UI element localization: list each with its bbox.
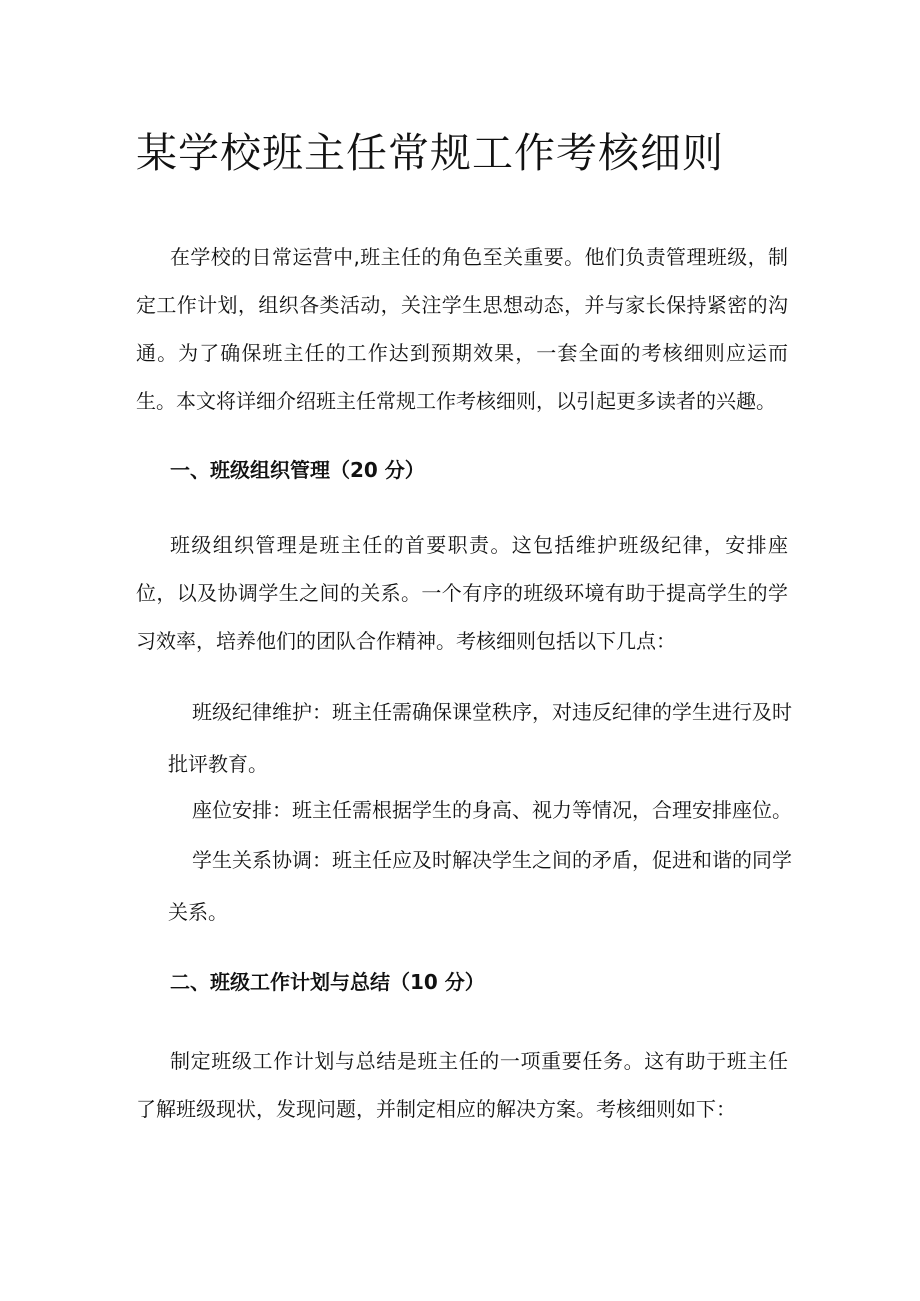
section-1-body: 班级组织管理是班主任的首要职责。这包括维护班级纪律，安排座位，以及协调学生之间的关系。一个有序的班级环境有助于提高学生的学习效率，培养他们的团队合作精神。考核细则包括以下几点：	[136, 533, 788, 653]
section-1-item-relations: 学生关系协调：班主任应及时解决学生之间的矛盾，促进和谐的同学关系。	[168, 848, 792, 924]
section-2-body: 制定班级工作计划与总结是班主任的一项重要任务。这有助于班主任了解班级现状，发现问题，并制定相应的解决方案。考核细则如下：	[136, 1049, 788, 1121]
section-1-item-discipline: 班级纪律维护：班主任需确保课堂秩序，对违反纪律的学生进行及时批评教育。	[168, 700, 792, 776]
document-title: 某学校班主任常规工作考核细则	[136, 129, 724, 177]
intro-paragraph: 在学校的日常运营中,班主任的角色至关重要。他们负责管理班级，制定工作计划，组织各类活动，关注学生思想动态，并与家长保持紧密的沟通。为了确保班主任的工作达到预期效果，一套全面的考核细则应运而生。本文将详细介绍班主任常规工作考核细则，以引起更多读者的兴趣。	[136, 245, 788, 413]
section-1-item-seating: 座位安排：班主任需根据学生的身高、视力等情况，合理安排座位。	[192, 798, 792, 822]
section-1-heading: 一、班级组织管理（20 分）	[170, 458, 425, 482]
section-2-heading: 二、班级工作计划与总结（10 分）	[170, 970, 485, 994]
